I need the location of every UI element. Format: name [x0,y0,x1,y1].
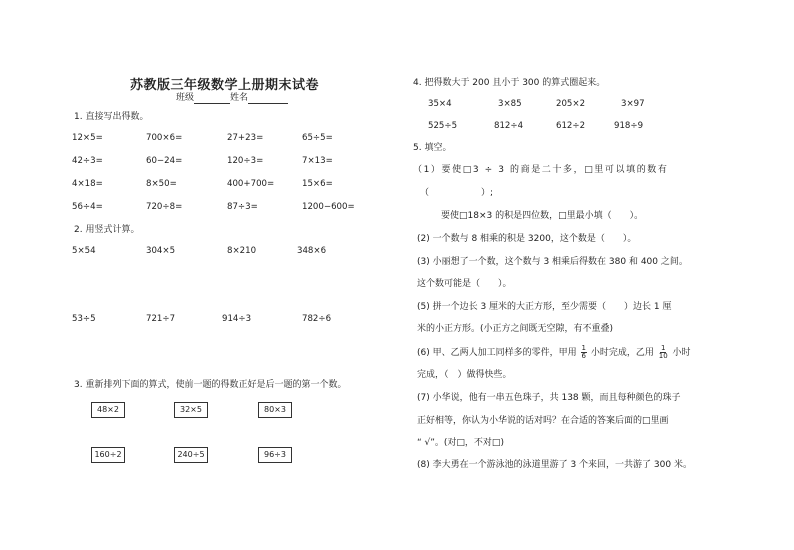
q2-item: 5×54 [72,246,96,256]
q5-paren-open: （ [420,188,430,198]
name-field[interactable] [248,103,288,104]
q5-heading: 5. 填空。 [413,143,452,153]
q2-heading: 2. 用竖式计算。 [74,225,140,235]
q2-item: 348×6 [297,246,327,256]
q5-line: (2) 一个数与 8 相乘的积是 3200，这个数是（ ）。 [417,234,637,244]
name-label: 姓名 [230,93,249,103]
fraction-numerator: 1 [581,344,586,352]
q3-box: 32×5 [174,402,208,418]
q1-item: 42÷3= [72,156,103,166]
q5-line-fractions [417,345,691,360]
q1-heading: 1. 直接写出得数。 [74,112,149,122]
q1-item: 65÷5= [302,133,333,143]
q5-line [420,188,493,199]
q3-box: 80×3 [258,402,292,418]
fraction-one-tenth [658,345,669,360]
q4-item: 3×97 [621,99,645,109]
q1-item: 400+700= [227,179,275,189]
q5-line: (5) 拼一个边长 3 厘米的大正方形，至少需要（ ）边长 1 厘 [417,302,672,312]
q4-heading: 4. 把得数大于 200 且小于 300 的算式圈起来。 [413,78,606,88]
q5-line: 正好相等，你认为小华说的话对吗？在合适的答案后面的□里画 [417,416,669,426]
class-name-line [176,93,288,104]
q4-item: 35×4 [428,99,452,109]
q5-line: 米的小正方形。(小正方之间既无空隙，有不重叠) [417,324,614,334]
q1-item: 56÷4= [72,202,103,212]
q4-item: 525÷5 [428,121,458,131]
fraction-denominator: 6 [581,352,586,360]
q1-item: 7×13= [302,156,333,166]
q5-line: (3) 小丽想了一个数，这个数与 3 相乘后得数在 380 和 400 之间。 [417,257,688,267]
q5-text: 小时完成，乙用 [590,348,654,358]
q1-item: 700×6= [146,133,183,143]
q2-item: 721÷7 [146,314,176,324]
q2-item: 8×210 [227,246,257,256]
page-title: 苏教版三年级数学上册期末试卷 [130,78,320,93]
q4-item: 205×2 [556,99,586,109]
q1-item: 60−24= [146,156,183,166]
q3-heading: 3. 重新排列下面的算式，使前一题的得数正好是后一题的第一个数。 [74,380,347,390]
q1-item: 87÷3= [227,202,258,212]
fraction-denominator: 10 [658,352,668,360]
q5-line: (8) 李大勇在一个游泳池的泳道里游了 3 个来回，一共游了 300 米。 [417,460,692,470]
q1-item: 12×5= [72,133,103,143]
q4-item: 918÷9 [614,121,644,131]
q4-item: 3×85 [498,99,522,109]
q5-paren-close: ）; [481,188,494,198]
q1-item: 1200−600= [302,202,355,212]
q2-item: 914÷3 [222,314,252,324]
q3-box: 96÷3 [258,447,292,463]
q5-line: （1）要使□3 ÷ 3 的商是二十多，□里可以填的数有 [413,165,669,175]
q5-text: (6) 甲、乙两人加工同样多的零件，甲用 [417,348,577,358]
q3-box: 48×2 [91,402,125,418]
q5-line: 要使□18×3 的积是四位数，□里最小填（ ）。 [441,211,644,221]
class-field[interactable] [194,103,230,104]
q3-box: 160÷2 [91,447,125,463]
fraction-one-sixth [581,345,587,360]
q5-line: (7) 小华说，他有一串五色珠子，共 138 颗，而且每种颜色的珠子 [417,393,681,403]
q2-item: 53÷5 [72,314,96,324]
q1-item: 720÷8= [146,202,183,212]
q1-item: 8×50= [146,179,177,189]
q4-item: 612÷2 [556,121,586,131]
q2-item: 304×5 [146,246,176,256]
q5-text: 小时 [672,348,691,358]
q1-item: 27+23= [227,133,264,143]
class-label: 班级 [176,93,195,103]
q5-line: 这个数可能是（ ）。 [417,279,512,289]
q1-item: 120÷3= [227,156,264,166]
q5-line: “ √”。(对□，不对□) [417,438,504,448]
q4-item: 812÷4 [494,121,524,131]
q2-item: 782÷6 [302,314,332,324]
fraction-numerator: 1 [660,344,666,352]
q5-line: 完成，（ ）做得快些。 [417,370,512,380]
q1-item: 4×18= [72,179,103,189]
q3-box: 240÷5 [174,447,208,463]
q1-item: 15×6= [302,179,333,189]
